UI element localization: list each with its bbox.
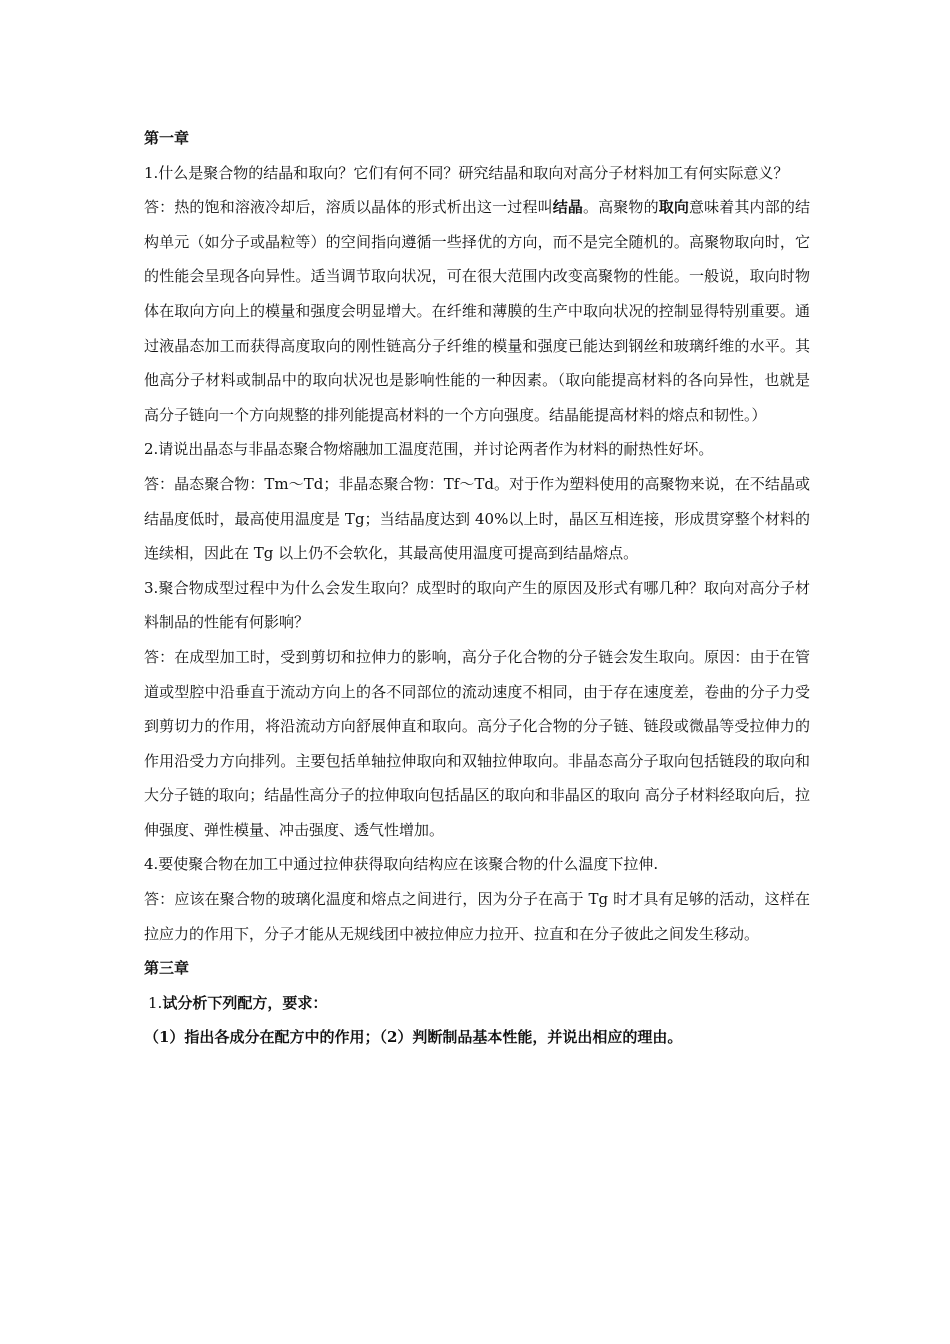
chapter-1-heading: 第一章 — [144, 129, 190, 147]
answer-1-part1: 答：热的饱和溶液冷却后，溶质以晶体的形式析出这一过程叫 — [144, 198, 553, 217]
question-4: 4.要使聚合物在加工中通过拉伸获得取向结构应在该聚合物的什么温度下拉伸. — [144, 855, 659, 874]
question-1: 1.什么是聚合物的结晶和取向？它们有何不同？研究结晶和取向对高分子材料加工有何实际意义？ — [144, 163, 789, 182]
term-crystallization: 结晶 — [552, 198, 584, 217]
chapter-3-question-1-number: 1. — [148, 993, 163, 1012]
answer-1 — [144, 190, 810, 432]
chapter-3-question-1 — [144, 986, 810, 1021]
answer-3: 答：在成型加工时，受到剪切和拉伸力的影响，高分子化合物的分子链会发生取向。原因：由于在管道或型腔中沿垂直于流动方向上的各不同部位的流动速度不相同，由于存在速度差，卷曲的分子力受到剪切力的作用，将沿流动方向舒展伸直和取向。高分子化合物的分子链、链段或微晶等受拉伸力的作用沿受力方向排列。主要包括单轴拉伸取向和双轴拉伸取向。非晶态高分子取向包括链段的取向和大分子链的取向；结晶性高分子的拉伸取向包括晶区的取向和非晶区的取向 高分子材料经取向后，拉伸强度、弹性模量、冲击强度、透气性增加。 — [144, 647, 810, 839]
answer-1-part3: 意味着其内部的结构单元（如分子或晶粒等）的空间指向遵循一些择优的方向，而不是完全随机的。高聚物取向时，它的性能会呈现各向异性。适当调节取向状况，可在很大范围内改变高聚物的性能。一般说，取向时物体在取向方向上的模量和强度会明显增大。在纤维和薄膜的生产中取向状况的控制显得特别重要。通过液晶态加工而获得高度取向的刚性链高分子纤维的模量和强度已能达到钢丝和玻璃纤维的水平。其他高分子材料或制品中的取向状况也是影响性能的一种因素。（取向能提高材料的各向异性，也就是高分子链向一个方向规整的排列能提高材料的一个方向强度。结晶能提高材料的熔点和韧性。） — [144, 198, 810, 424]
document-page — [144, 121, 810, 1055]
answer-2: 答：晶态聚合物：Tm～Td；非晶态聚合物：Tf～Td。对于作为塑料使用的高聚物来说，在不结晶或结晶度低时，最高使用温度是 Tg；当结晶度达到 40%以上时，晶区互相连接，形成贯穿整个材料的连续相，因此在 Tg 以上仍不会软化，其最高使用温度可提高到结晶熔点。 — [144, 474, 810, 563]
answer-1-part2: 。高聚物的 — [583, 198, 659, 217]
term-orientation: 取向 — [658, 198, 689, 217]
chapter-3-heading: 第三章 — [144, 959, 190, 978]
answer-4: 答：应该在聚合物的玻璃化温度和熔点之间进行，因为分子在高于 Tg 时才具有足够的活动，这样在拉应力的作用下，分子才能从无规线团中被拉伸应力拉开、拉直和在分子彼此之间发生移动。 — [144, 890, 810, 943]
question-3: 3.聚合物成型过程中为什么会发生取向？成型时的取向产生的原因及形式有哪几种？取向对高分子材料制品的性能有何影响？ — [144, 578, 810, 632]
chapter-3-question-1-requirements: （1）指出各成分在配方中的作用；（2）判断制品基本性能，并说出相应的理由。 — [144, 1028, 683, 1047]
chapter-3-question-1-text: 试分析下列配方，要求： — [162, 993, 328, 1012]
question-2: 2.请说出晶态与非晶态聚合物熔融加工温度范围，并讨论两者作为材料的耐热性好坏。 — [144, 440, 714, 459]
